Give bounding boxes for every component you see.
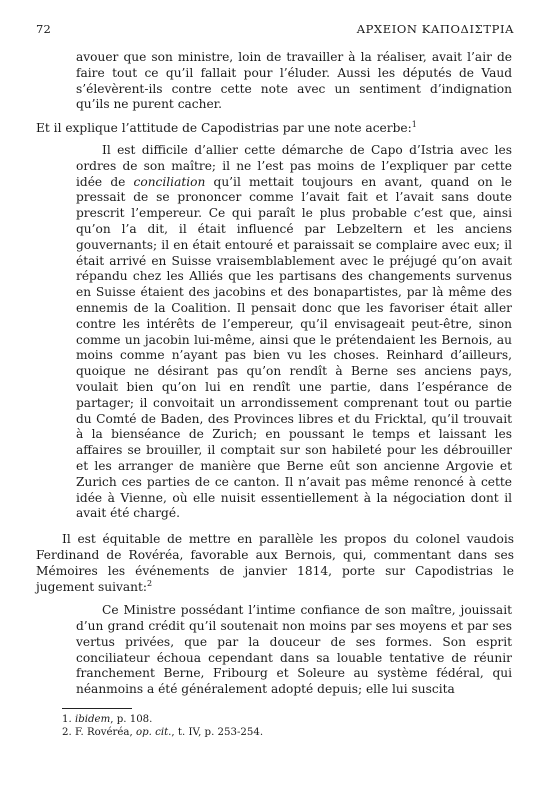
footnotes: [62, 713, 514, 739]
footnote-2-italic: op. cit.: [135, 727, 172, 739]
quote-3-paragraph: Ce Ministre possédant l’intime confiance de son maître, jouissait d’un grand crédit qu’il soutenait non moins par ses moyens et par ses vertus privées, que par la douceur de ses formes. Son esprit conciliateur échoua cependant dans sa louable tentative de réunir franchement Berne, Fribourg et Soleure au système fédéral, qui néanmoins a été généralement adopté depuis; elle lui suscita: [76, 603, 512, 697]
running-header: [36, 22, 514, 36]
page-number: 72: [36, 22, 52, 36]
footnote-divider: [62, 708, 132, 709]
quote-2-before: Il est difficile d’allier cette démarche de Capo d’Istria avec les ordres de son maître; il ne l’est pas moins de l’expliquer par cette idée de: [76, 142, 512, 189]
intro-2-text: Il est équitable de mettre en parallèle les propos du colonel vaudois Ferdinand de Rovéréa, favorable aux Bernois, qui, commentant dans ses Mémoires les événements de janvier 1814, porte sur Capodistrias le jugement suivant:: [36, 532, 514, 594]
running-title: ΑΡΧΕΙΟΝ ΚΑΠΟΔΙΣΤΡΙΑ: [356, 22, 514, 36]
footnote-2-rest: , t. IV, p. 253-254.: [171, 727, 264, 739]
quote-2-after: qu’il mettait toujours en avant, quand on le pressait de se prononcer comme l’avait fait et l’avait sans doute prescrit l’empereur. Ce qui paraît le plus probable c’est que, ainsi qu’on l’a dit, il était influencé par Lebzeltern et les anciens gouvernants; il en était entouré et paraissait se complaire avec eux; il était arrivé en Suisse vraisemblablement avec le préjugé qu’on avait répandu chez les Alliés que les partisans des changements survenus en Suisse étaient des jacobins et des bonapartistes, par là même des ennemis de la Coalition. Il pensait donc que les favoriser était aller contre les intérêts de l’empereur, qu’il envisageait peut-être, sinon comme un jacobin lui-même, ainsi que le prétendaient les Bernois, au moins comme n’ayant pas bien vu les choses. Reinhard d’ailleurs, quoique ne désirant pas qu’on rendît à Berne ses anciens pays, voulait bien qu’on lui en rendît une partie, dans l’espérance de partager; il convoitait un arrondissement comprenant tout ou partie du Comté de Baden, des Provinces libres et du Fricktal, qu’il trouvait à la bienséance de Zurich; en poussant le temps et laissant les affaires se brouiller, il comptait sur son habileté pour les débrouiller et les arranger de manière que Berne eût son ancienne Argovie et Zurich ces parties de ce canton. Il n’avait pas même renoncé à cette idée à Vienne, où elle nuisit essentiellement à la négociation dont il avait été chargé.: [76, 174, 512, 521]
footnote-1-rest: , p. 108.: [110, 714, 153, 726]
footnote-ref-2: 2: [147, 578, 153, 588]
footnote-1: [62, 713, 514, 726]
intro-paragraph-1: [36, 121, 514, 137]
quote-block-2: [76, 143, 512, 522]
footnote-2-number: 2.: [62, 727, 72, 739]
intro-paragraph-2: [36, 532, 514, 595]
quote-block-1: [76, 50, 512, 113]
page: [36, 22, 514, 739]
quote-2-paragraph: [76, 143, 512, 522]
footnote-ref-1: 1: [411, 120, 417, 130]
quote-2-italic-term: conciliation: [133, 174, 206, 189]
quote-1-paragraph: avouer que son ministre, loin de travailler à la réaliser, avait l’air de faire tout ce qu’il fallait pour l’éluder. Aussi les députés de Vaud s’élevèrent-ils contre cette note avec un sentiment d’indignation qu’ils ne purent cacher.: [76, 50, 512, 112]
footnote-1-number: 1.: [62, 714, 72, 726]
footnote-2-lead: F. Rovéréa,: [74, 727, 136, 739]
quote-block-3: [76, 603, 512, 698]
footnote-1-italic: ibidem: [74, 714, 111, 726]
footnote-2: [62, 726, 514, 739]
intro-1-text: Et il explique l’attitude de Capodistrias par une note acerbe:: [36, 121, 412, 136]
